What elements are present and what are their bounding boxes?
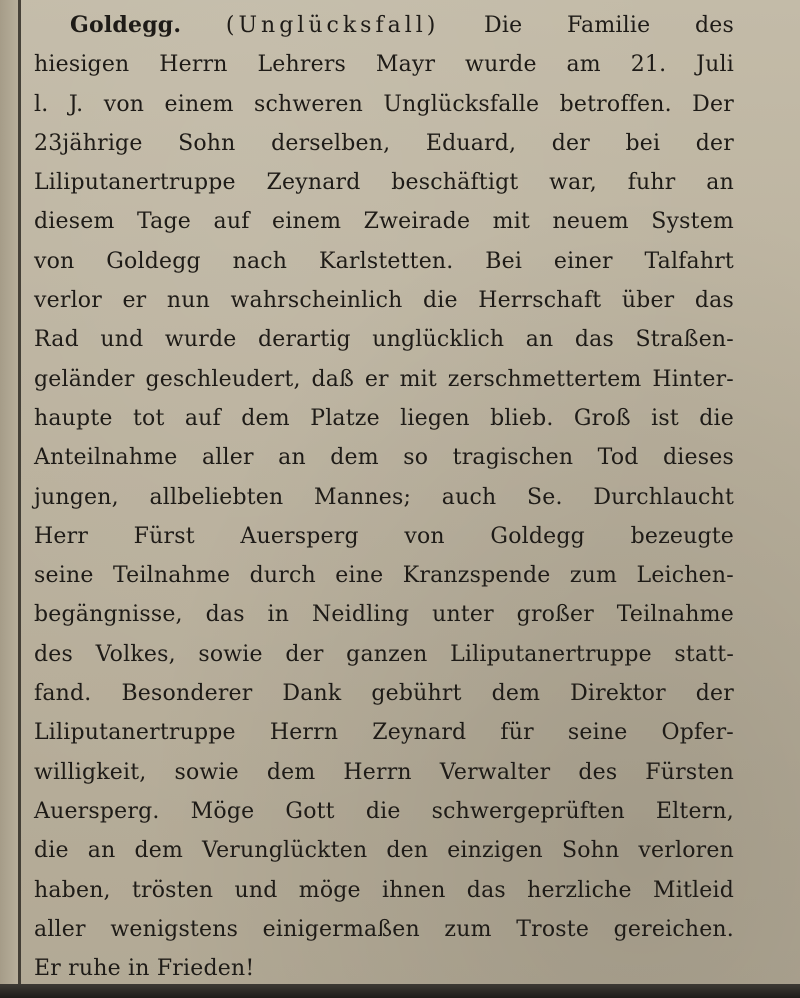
word: trösten bbox=[131, 877, 214, 903]
article-line bbox=[34, 871, 734, 910]
word: nach bbox=[232, 248, 288, 274]
word: der bbox=[695, 130, 734, 156]
word: des bbox=[695, 13, 734, 38]
word: statt- bbox=[674, 641, 734, 667]
word: tragischen bbox=[452, 445, 574, 471]
article-line bbox=[34, 45, 734, 84]
word: Se. bbox=[526, 484, 563, 510]
word: Zeynard bbox=[372, 720, 467, 746]
word: die bbox=[365, 798, 401, 824]
word: dieses bbox=[663, 445, 734, 471]
word: das bbox=[205, 602, 245, 628]
word: haupte bbox=[34, 405, 113, 431]
article-line bbox=[34, 360, 734, 399]
word: Besonderer bbox=[121, 681, 253, 707]
word: das bbox=[694, 288, 734, 314]
word: Rad bbox=[34, 327, 79, 353]
word: er bbox=[364, 366, 389, 392]
word: Neidling bbox=[311, 602, 410, 628]
article-line bbox=[34, 124, 734, 163]
word: beschäftigt bbox=[391, 170, 519, 196]
word: von bbox=[34, 248, 75, 274]
article-line bbox=[34, 478, 734, 517]
article-line bbox=[34, 438, 734, 477]
article-line bbox=[34, 320, 734, 359]
word: aller bbox=[201, 445, 254, 471]
word: möge bbox=[298, 877, 361, 903]
word: großer bbox=[516, 602, 594, 628]
word: derselben, bbox=[271, 130, 391, 156]
word: der bbox=[285, 641, 324, 667]
word: Kranzspende bbox=[402, 563, 551, 589]
word: Auersperg. bbox=[34, 798, 160, 824]
article-line bbox=[34, 949, 734, 988]
word: von bbox=[103, 91, 145, 117]
word: sowie bbox=[198, 641, 263, 667]
word: auch bbox=[441, 484, 497, 510]
word: Leichen- bbox=[636, 563, 734, 589]
word: Herrn bbox=[269, 720, 339, 746]
word: Groß bbox=[573, 405, 631, 431]
word: Unglücksfalle bbox=[383, 91, 540, 117]
word: auf bbox=[213, 209, 250, 235]
article-line bbox=[34, 792, 734, 831]
article-text bbox=[34, 6, 734, 988]
article-line bbox=[34, 831, 734, 870]
word: fand. bbox=[34, 681, 92, 707]
word: Fürst bbox=[133, 523, 195, 549]
word: in bbox=[267, 602, 290, 628]
article-line bbox=[34, 556, 734, 595]
word: Talfahrt bbox=[644, 248, 734, 274]
word: Möge bbox=[190, 798, 255, 824]
article-line bbox=[34, 753, 734, 792]
word: Eltern, bbox=[655, 798, 734, 824]
word: durch bbox=[249, 563, 316, 589]
word: Mayr bbox=[375, 52, 436, 78]
word: die bbox=[699, 405, 734, 431]
word: neuem bbox=[552, 209, 629, 235]
word: Platze bbox=[310, 405, 380, 431]
word: Lehrers bbox=[257, 52, 347, 78]
article-line bbox=[34, 281, 734, 320]
word: wenigstens bbox=[110, 916, 239, 942]
word: an bbox=[87, 838, 116, 864]
word: der bbox=[695, 681, 734, 707]
word: nun bbox=[166, 288, 210, 314]
word: 21. bbox=[630, 52, 667, 78]
word: wurde bbox=[465, 52, 537, 78]
word: sowie bbox=[174, 759, 239, 785]
word: und bbox=[234, 877, 278, 903]
page-margin bbox=[0, 0, 18, 998]
word: für bbox=[500, 720, 534, 746]
word: Opfer- bbox=[661, 720, 734, 746]
word: Die bbox=[484, 13, 523, 38]
word: J. bbox=[68, 91, 84, 117]
word: zum bbox=[569, 563, 618, 589]
word: schwergeprüften bbox=[431, 798, 625, 824]
word: Durchlaucht bbox=[593, 484, 734, 510]
word: an bbox=[525, 327, 554, 353]
word: ganzen bbox=[346, 641, 428, 667]
word: jungen, bbox=[34, 484, 119, 510]
word: ist bbox=[651, 405, 679, 431]
word: einem bbox=[272, 209, 342, 235]
word: diesem bbox=[34, 209, 115, 235]
word: geländer bbox=[34, 366, 135, 392]
word: Sohn bbox=[561, 838, 620, 864]
word: seine bbox=[34, 563, 94, 589]
word: herzliche bbox=[527, 877, 632, 903]
word: derartig bbox=[257, 327, 351, 353]
word: bei bbox=[625, 130, 661, 156]
article-line bbox=[34, 202, 734, 241]
word: haben, bbox=[34, 877, 111, 903]
article-headline: Goldegg. bbox=[70, 12, 182, 38]
word: liegen bbox=[400, 405, 470, 431]
word: Troste bbox=[516, 916, 590, 942]
word: Eduard, bbox=[425, 130, 517, 156]
word: Liliputanertruppe bbox=[34, 170, 236, 196]
word: so bbox=[403, 445, 429, 471]
word: Anteilnahme bbox=[34, 445, 178, 471]
word: und bbox=[100, 327, 144, 353]
word: die bbox=[34, 838, 69, 864]
word: willigkeit, bbox=[34, 759, 147, 785]
word: fuhr bbox=[627, 170, 676, 196]
article-line bbox=[34, 713, 734, 752]
word: Dank bbox=[282, 681, 342, 707]
word: Herrn bbox=[159, 52, 228, 78]
word: Mitleid bbox=[653, 877, 734, 903]
article-line bbox=[34, 517, 734, 556]
word: dem bbox=[491, 681, 541, 707]
word: Hinter- bbox=[652, 366, 734, 392]
word: Bei bbox=[485, 248, 523, 274]
word: Juli bbox=[696, 52, 734, 78]
word: Teilnahme bbox=[616, 602, 734, 628]
word: System bbox=[651, 209, 734, 235]
word: dem bbox=[266, 759, 316, 785]
word: zerschmettertem bbox=[447, 366, 642, 392]
word: von bbox=[404, 523, 445, 549]
article-line bbox=[34, 242, 734, 281]
word: Zweirade bbox=[363, 209, 471, 235]
article-subhead: (Unglücksfall) bbox=[225, 13, 440, 38]
word: Auersperg bbox=[240, 523, 359, 549]
word: dem bbox=[241, 405, 290, 431]
word: Goldegg bbox=[490, 523, 585, 549]
word: gebührt bbox=[371, 681, 462, 707]
word: an bbox=[706, 170, 734, 196]
page-bottom-edge bbox=[0, 984, 800, 998]
word: daß bbox=[311, 366, 354, 392]
article-line bbox=[34, 910, 734, 949]
word: Straßen- bbox=[635, 327, 734, 353]
word: einer bbox=[553, 248, 613, 274]
article-line bbox=[34, 399, 734, 438]
article-line bbox=[34, 595, 734, 634]
word: er bbox=[122, 288, 147, 314]
word: betroffen. bbox=[559, 91, 672, 117]
line-text: Er ruhe in Frieden! bbox=[34, 956, 255, 982]
word: Zeynard bbox=[266, 170, 361, 196]
word: des bbox=[578, 759, 618, 785]
word: der bbox=[551, 130, 590, 156]
word: Verwalter bbox=[439, 759, 551, 785]
word: dem bbox=[330, 445, 379, 471]
word: geschleudert, bbox=[145, 366, 301, 392]
word: war, bbox=[549, 170, 597, 196]
word: Karlstetten. bbox=[318, 248, 454, 274]
word: aller bbox=[34, 916, 86, 942]
word: Liliputanertruppe bbox=[450, 641, 652, 667]
article-line bbox=[34, 6, 734, 45]
word: an bbox=[278, 445, 306, 471]
word: Goldegg bbox=[106, 248, 201, 274]
word: blieb. bbox=[490, 405, 554, 431]
word: mit bbox=[492, 209, 531, 235]
word: Mannes; bbox=[314, 484, 412, 510]
word: einigermaßen bbox=[262, 916, 420, 942]
word: das bbox=[466, 877, 506, 903]
word: wurde bbox=[164, 327, 237, 353]
word: einzigen bbox=[447, 838, 543, 864]
word: hiesigen bbox=[34, 52, 130, 78]
word: des bbox=[34, 641, 73, 667]
word: Volkes, bbox=[95, 641, 176, 667]
word: allbeliebten bbox=[149, 484, 284, 510]
word: über bbox=[621, 288, 675, 314]
word: Sohn bbox=[178, 130, 236, 156]
word: Teilnahme bbox=[112, 563, 231, 589]
word: Verunglückten bbox=[202, 838, 368, 864]
word: verlor bbox=[34, 288, 102, 314]
word: ihnen bbox=[382, 877, 446, 903]
word: bezeugte bbox=[630, 523, 734, 549]
word: unglücklich bbox=[372, 327, 505, 353]
word: begängnisse, bbox=[34, 602, 183, 628]
word: 23jährige bbox=[34, 130, 143, 156]
word: das bbox=[574, 327, 614, 353]
article-line bbox=[34, 163, 734, 202]
word: Liliputanertruppe bbox=[34, 720, 236, 746]
word: am bbox=[566, 52, 601, 78]
word: unter bbox=[432, 602, 494, 628]
article-line bbox=[34, 85, 734, 124]
word: verloren bbox=[638, 838, 734, 864]
word: wahrscheinlich bbox=[230, 288, 403, 314]
word: mit bbox=[399, 366, 437, 392]
word: schweren bbox=[254, 91, 363, 117]
word: auf bbox=[184, 405, 221, 431]
word: Tod bbox=[597, 445, 639, 471]
word: gereichen. bbox=[613, 916, 734, 942]
word: Der bbox=[692, 91, 734, 117]
word: Direktor bbox=[570, 681, 666, 707]
word: zum bbox=[444, 916, 492, 942]
article-line bbox=[34, 674, 734, 713]
word: Familie bbox=[567, 13, 651, 38]
word: l. bbox=[34, 91, 49, 117]
word: Tage bbox=[137, 209, 192, 235]
word: Herrn bbox=[343, 759, 412, 785]
word: tot bbox=[132, 405, 165, 431]
word: die bbox=[422, 288, 458, 314]
word: Gott bbox=[285, 798, 335, 824]
word: eine bbox=[335, 563, 384, 589]
word: seine bbox=[567, 720, 628, 746]
word: einem bbox=[164, 91, 234, 117]
column-rule bbox=[18, 0, 21, 998]
article-line bbox=[34, 635, 734, 674]
word: Herrschaft bbox=[478, 288, 602, 314]
word: dem bbox=[134, 838, 184, 864]
word: den bbox=[386, 838, 429, 864]
word: Fürsten bbox=[645, 759, 734, 785]
word: Herr bbox=[34, 523, 89, 549]
